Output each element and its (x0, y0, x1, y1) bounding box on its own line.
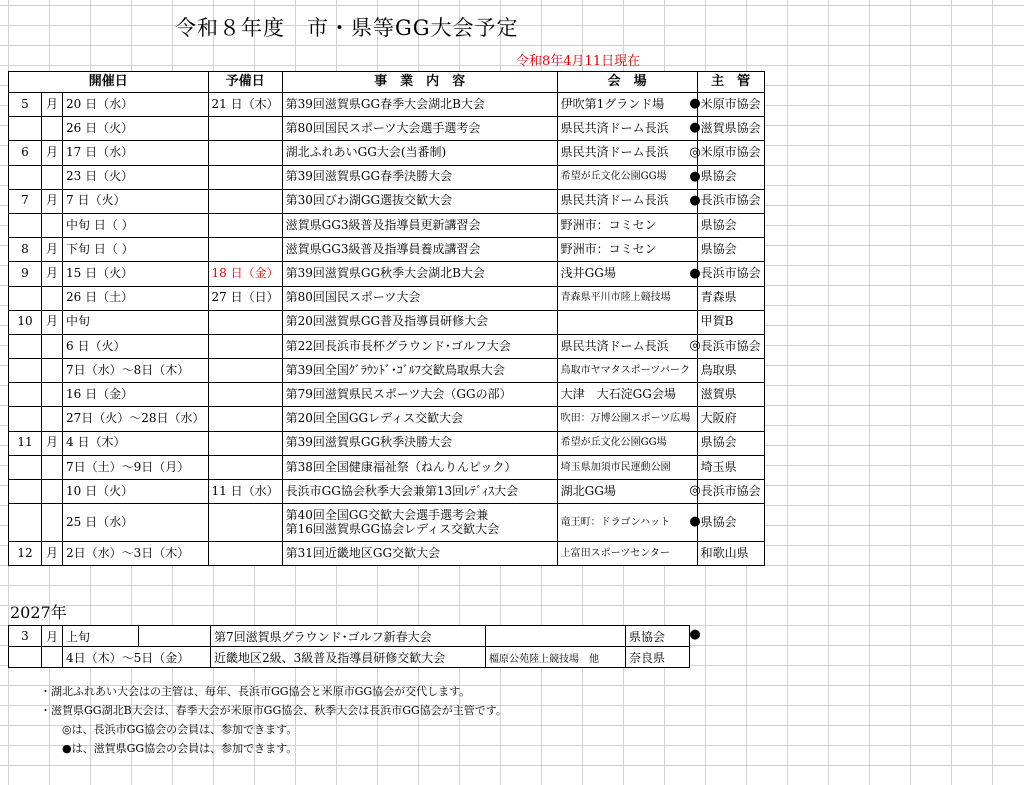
month-unit-cell: 月 (42, 626, 63, 647)
event-cell (282, 310, 557, 334)
event-text: 滋賀県GG3級普及指導員更新講習会 (285, 217, 481, 232)
month-unit-cell (42, 455, 63, 479)
participation-mark: ◎ (689, 338, 701, 354)
event-cell (282, 383, 557, 407)
month-unit-cell: 月 (42, 93, 63, 117)
date-cell: 7日（水）～8日（木） (63, 359, 209, 383)
month-unit-cell (42, 647, 63, 668)
venue-cell: 大津 大石淀GG会場 (557, 383, 697, 407)
date-cell: 20 日（水） (63, 93, 209, 117)
spare-date-cell (208, 310, 282, 334)
month-cell (9, 383, 42, 407)
spare-date-cell (208, 189, 282, 213)
venue-cell: 竜王町：ドラゴンハット (557, 504, 697, 542)
header-row (9, 72, 765, 93)
month-cell (9, 504, 42, 542)
host-cell: 埼玉県 (697, 455, 764, 479)
spare-date-cell (208, 165, 282, 189)
spare-date-cell (208, 431, 282, 455)
host-cell: 甲賀B (697, 310, 764, 334)
month-unit-cell (42, 504, 63, 542)
month-cell: 9 (9, 262, 42, 286)
spare-date-cell (208, 383, 282, 407)
table-row (9, 286, 765, 310)
participation-mark: ● (689, 192, 701, 208)
date-cell: 上旬 (63, 626, 139, 647)
host-cell: 和歌山県 (697, 542, 764, 566)
table-row (9, 359, 765, 383)
host-cell: 長浜市協会 (697, 480, 764, 504)
date-cell: 27日（火）～28日（水） (63, 407, 209, 431)
date-cell: 下旬 日（ ） (63, 238, 209, 262)
host-cell: 滋賀県協会 (697, 117, 764, 141)
month-cell: 7 (9, 189, 42, 213)
event-cell (282, 431, 557, 455)
month-unit-cell (42, 334, 63, 358)
event-text: 第20回全国GGレディス交歓大会 (285, 411, 464, 426)
month-unit-cell (42, 213, 63, 237)
date-cell: 7日（土）～9日（月） (63, 455, 209, 479)
event-cell: 第7回滋賀県グラウンド･ゴルフ新春大会 (211, 626, 486, 647)
date-cell: 25 日（水） (63, 504, 209, 542)
event-text: 滋賀県GG3級普及指導員養成講習会 (285, 241, 481, 256)
event-text: 第39回全国ｸﾞﾗｳﾝﾄﾞ･ｺﾞﾙﾌ交歓鳥取県大会 (285, 362, 505, 377)
table-row (9, 542, 765, 566)
month-unit-cell: 月 (42, 262, 63, 286)
month-cell: 11 (9, 431, 42, 455)
event-text: 第39回滋賀県GG春季大会湖北B大会 (285, 96, 485, 111)
month-cell (9, 286, 42, 310)
month-unit-cell: 月 (42, 189, 63, 213)
header-spare: 予備日 (208, 72, 282, 93)
event-cell (282, 542, 557, 566)
participation-mark: ● (689, 120, 701, 136)
month-unit-cell: 月 (42, 542, 63, 566)
month-unit-cell: 月 (42, 310, 63, 334)
host-cell: 県協会 (626, 626, 690, 647)
month-unit-cell (42, 383, 63, 407)
date-cell: 26 日（火） (63, 117, 209, 141)
month-cell (9, 359, 42, 383)
date-cell: 中旬 (63, 310, 209, 334)
event-cell (282, 93, 557, 117)
event-text: 第80回国民スポーツ大会選手選考会 (285, 120, 481, 135)
participation-mark: ● (689, 627, 701, 642)
month-unit-cell (42, 117, 63, 141)
venue-cell: 野洲市：コミセン (557, 238, 697, 262)
venue-cell: 県民共済ドーム長浜 (557, 117, 697, 141)
event-cell (282, 189, 557, 213)
table-row (9, 93, 765, 117)
host-cell: 長浜市協会 (697, 334, 764, 358)
table-row (9, 647, 690, 668)
month-cell (9, 647, 42, 668)
event-text: 第31回近畿地区GG交歓大会 (285, 545, 441, 560)
header-host: 主 管 (697, 72, 764, 93)
host-cell: 県協会 (697, 213, 764, 237)
event-text: 第39回滋賀県GG春季決勝大会 (285, 169, 453, 184)
date-cell: 26 日（土） (63, 286, 209, 310)
table-row (9, 238, 765, 262)
event-cell (282, 117, 557, 141)
venue-cell: 鳥取市ヤマタスポーツパーク (557, 359, 697, 383)
table-row (9, 626, 690, 647)
venue-cell: 埼玉県加須市民運動公園 (557, 455, 697, 479)
host-cell: 長浜市協会 (697, 262, 764, 286)
date-cell: 6 日（火） (63, 334, 209, 358)
month-unit-cell (42, 165, 63, 189)
schedule-table-2027 (8, 625, 690, 668)
spare-date-cell: 18 日（金） (208, 262, 282, 286)
venue-cell (486, 626, 626, 647)
month-cell: 10 (9, 310, 42, 334)
table-row (9, 455, 765, 479)
host-cell: 鳥取県 (697, 359, 764, 383)
table-row (9, 334, 765, 358)
host-cell: 大阪府 (697, 407, 764, 431)
participation-mark: ● (689, 514, 701, 530)
event-cell (282, 480, 557, 504)
event-cell: 近畿地区2級、3級普及指導員研修交歓大会 (211, 647, 486, 668)
event-text: 第39回滋賀県GG秋季大会湖北B大会 (285, 266, 485, 280)
event-text: 第39回滋賀県GG秋季決勝大会 (285, 435, 453, 450)
note-1: ・湖北ふれあい大会はの主管は、毎年、長浜市GG協会と米原市GG協会が交代します。 (40, 685, 471, 698)
participation-mark: ● (689, 265, 701, 281)
month-unit-cell (42, 407, 63, 431)
spare-date-cell (208, 238, 282, 262)
event-cell (282, 238, 557, 262)
spare-date-cell: 27 日（日） (208, 286, 282, 310)
spare-date-cell: 21 日（木） (208, 93, 282, 117)
event-cell (282, 407, 557, 431)
table-row (9, 383, 765, 407)
schedule-table (8, 71, 765, 566)
table-row (9, 480, 765, 504)
participation-mark: ● (689, 96, 701, 112)
year-label: 2027年 (10, 603, 67, 622)
month-unit-cell: 月 (42, 431, 63, 455)
venue-cell: 希望が丘文化公園GG場 (557, 165, 697, 189)
venue-cell: 野洲市：コミセン (557, 213, 697, 237)
month-cell: 12 (9, 542, 42, 566)
host-cell: 奈良県 (626, 647, 690, 668)
date-cell: 7 日（火） (63, 189, 209, 213)
spare-date-cell (208, 213, 282, 237)
host-cell: 県協会 (697, 504, 764, 542)
notes (40, 682, 507, 758)
table-row (9, 262, 765, 286)
event-text: 第40回全国GG交歓大会選手選考会兼 (285, 507, 489, 522)
event-cell (282, 165, 557, 189)
month-unit-cell (42, 480, 63, 504)
date-cell: 4日（木）～5日（金） (63, 647, 211, 668)
host-cell: 県協会 (697, 165, 764, 189)
venue-cell: 浅井GG場 (557, 262, 697, 286)
table-row (9, 407, 765, 431)
date-cell: 4 日（木） (63, 431, 209, 455)
event-text: 第80回国民スポーツ大会 (285, 290, 421, 305)
host-cell: 滋賀県 (697, 383, 764, 407)
participation-mark: ◎ (689, 483, 701, 499)
event-text: 第30回びわ湖GG選抜交歓大会 (285, 193, 453, 208)
event-cell (282, 334, 557, 358)
spare-date-cell (208, 334, 282, 358)
event-text: 第22回長浜市長杯グラウンド･ゴルフ大会 (285, 338, 511, 353)
spare-date-cell (208, 359, 282, 383)
participation-mark: ◎ (689, 144, 701, 160)
event-text: 第38回全国健康福祉祭（ねんりんピック） (285, 459, 517, 474)
note-4: ●は、滋賀県GG協会の会員は、参加できます。 (62, 742, 298, 755)
month-unit-cell (42, 286, 63, 310)
month-unit-cell (42, 359, 63, 383)
month-cell: 6 (9, 141, 42, 165)
month-cell: 3 (9, 626, 42, 647)
month-unit-cell: 月 (42, 238, 63, 262)
note-3: ◎は、長浜市GG協会の会員は、参加できます。 (62, 723, 298, 736)
venue-cell: 上富田スポーツセンター (557, 542, 697, 566)
date-cell: 16 日（金） (63, 383, 209, 407)
event-cell (282, 504, 557, 542)
participation-mark: ● (689, 168, 701, 184)
venue-cell: 県民共済ドーム長浜 (557, 141, 697, 165)
table-row (9, 213, 765, 237)
table-row (9, 165, 765, 189)
event-text: 第20回滋賀県GG普及指導員研修大会 (285, 314, 489, 329)
venue-cell: 希望が丘文化公園GG場 (557, 431, 697, 455)
month-cell (9, 407, 42, 431)
spare-date-cell (208, 542, 282, 566)
date-cell: 10 日（火） (63, 480, 209, 504)
host-cell: 米原市協会 (697, 93, 764, 117)
event-cell (282, 213, 557, 237)
date-cell: 2日（水）～3日（木） (63, 542, 209, 566)
host-cell: 長浜市協会 (697, 189, 764, 213)
spare-date-cell (139, 626, 211, 647)
header-venue: 会 場 (557, 72, 697, 93)
event-text: 第79回滋賀県民スポーツ大会（GGの部） (285, 386, 512, 401)
spare-date-cell (208, 141, 282, 165)
spare-date-cell: 11 日（水） (208, 480, 282, 504)
venue-cell: 青森県平川市陸上競技場 (557, 286, 697, 310)
venue-cell: 県民共済ドーム長浜 (557, 189, 697, 213)
note-2: ・滋賀県GG湖北B大会は、春季大会が米原市GG協会、秋季大会は長浜市GG協会が主管です。 (40, 704, 507, 717)
date-cell: 15 日（火） (63, 262, 209, 286)
month-unit-cell: 月 (42, 141, 63, 165)
host-cell: 県協会 (697, 431, 764, 455)
month-cell (9, 165, 42, 189)
venue-cell: 吹田：万博公園スポーツ広場 (557, 407, 697, 431)
date-cell: 23 日（火） (63, 165, 209, 189)
event-cell (282, 359, 557, 383)
date-cell: 中旬 日（ ） (63, 213, 209, 237)
month-cell (9, 480, 42, 504)
header-event: 事 業 内 容 (282, 72, 557, 93)
spare-date-cell (208, 504, 282, 542)
venue-cell: 湖北GG場 (557, 480, 697, 504)
date-cell: 17 日（水） (63, 141, 209, 165)
event-cell (282, 262, 557, 286)
month-cell (9, 455, 42, 479)
event-cell (282, 455, 557, 479)
event-text: 湖北ふれあいGG大会(当番制) (285, 145, 447, 160)
month-cell (9, 334, 42, 358)
table-row (9, 431, 765, 455)
table-row (9, 117, 765, 141)
table-row (9, 189, 765, 213)
as-of-date: 令和8年4月11日現在 (516, 54, 641, 69)
venue-cell: 橿原公苑陸上競技場 他 (486, 647, 626, 668)
month-cell (9, 117, 42, 141)
host-cell: 米原市協会 (697, 141, 764, 165)
host-cell: 県協会 (697, 238, 764, 262)
venue-cell: 伊吹第1グランド場 (557, 93, 697, 117)
month-cell: 5 (9, 93, 42, 117)
header-date: 開催日 (9, 72, 209, 93)
event-text-2: 第16回滋賀県GG協会レディス交歓大会 (285, 521, 500, 536)
month-cell (9, 213, 42, 237)
event-cell (282, 141, 557, 165)
table-row (9, 504, 765, 542)
venue-cell (557, 310, 697, 334)
page-title: 令和８年度 市・県等GG大会予定 (175, 16, 519, 40)
host-cell: 青森県 (697, 286, 764, 310)
month-cell: 8 (9, 238, 42, 262)
spare-date-cell (208, 407, 282, 431)
spare-date-cell (208, 117, 282, 141)
table-row (9, 141, 765, 165)
spare-date-cell (208, 455, 282, 479)
event-cell (282, 286, 557, 310)
event-text: 長浜市GG協会秋季大会兼第13回ﾚﾃﾞｨｽ大会 (285, 483, 519, 498)
table-row (9, 310, 765, 334)
venue-cell: 県民共済ドーム長浜 (557, 334, 697, 358)
